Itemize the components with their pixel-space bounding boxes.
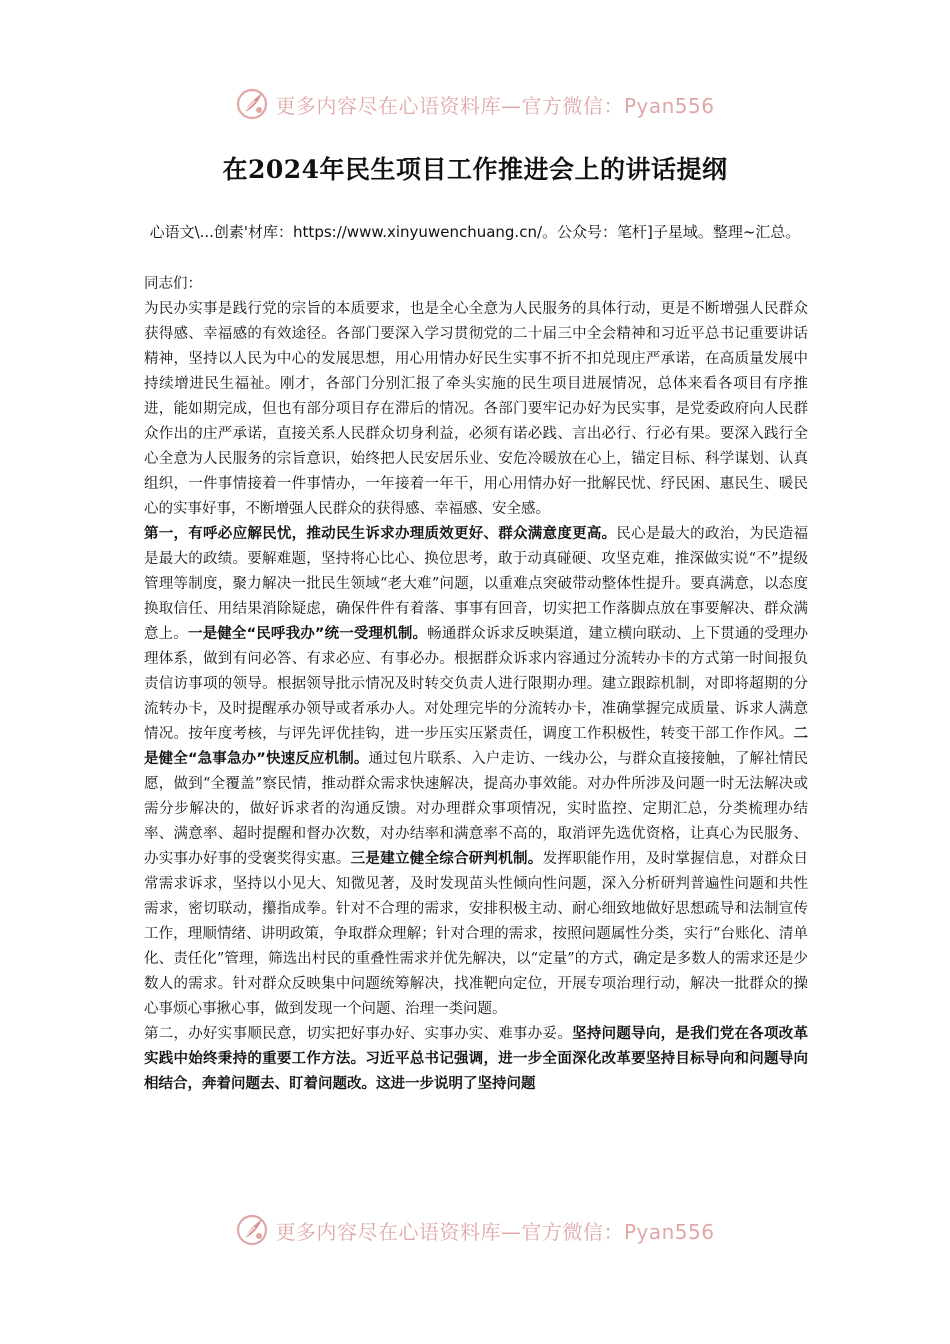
section-1-text-3: 通过包片联系、入户走访、一线办公，与群众直接接触，了解社情民愿，做到“全覆盖”察民情，推动群众需求快速解决，提高办事效能。对办件所涉及问题一时无法解决或需分步解决的，做好诉求者的沟通反馈。对办理群众事项情况，实时监控、定期汇总，分类梳理办结率、满意率、超时提醒和督办次数，对办结率和满意率不高的，取消评先选优资格，让真心为民服务、办实事办好事的受褒奖得实惠。 — [144, 751, 808, 867]
feather-pen-logo-icon — [235, 87, 269, 121]
section-1-text-4: 发挥职能作用，及时掌握信息，对群众日常需求诉求，坚持以小见大、知微见著，及时发现苗头性倾向性问题，深入分析研判普遍性问题和共性需求，密切联动，攥指成拳。针对不合理的需求，安排积极主动、耐心细致地做好思想疏导和法制宣传工作，理顺情绪、讲明政策，争取群众理解；针对合理的需求，按照问题属性分类，实行“台账化、清单化、责任化”管理，筛选出村民的重叠性需求并优先解决，以“定量”的方式，确定是多数人的需求还是少数人的需求。针对群众反映集中问题统筹解决，找准靶向定位，开展专项治理行动，解决一批群众的操心事烦心事揪心事，做到发现一个问题、治理一类问题。 — [144, 851, 809, 1017]
document-body — [144, 272, 808, 1097]
document-title: 在2024年民生项目工作推进会上的讲话提纲 — [222, 155, 728, 184]
section-2-heading: 第二，办好实事顺民意，切实把好事办好、实事办实、难事办妥。 — [144, 1026, 573, 1042]
section-1-text-1: 民心是最大的政治，为民造福是最大的政绩。要解难题，坚持将心比心、换位思考，敢于动真碰硬、攻坚克难，推深做实说“不”提级管理等制度，聚力解决一批民生领域“老大难”问题，以重难点突破带动整体性提升。要真满意，以态度换取信任、用结果消除疑虑，确保件件有着落、事事有回音，切实把工作落脚点放在事要解决、群众满意上。 — [144, 526, 809, 642]
section-1-sub-2: 二是健全“急事急办”快速反应机制。 — [144, 726, 808, 767]
header-banner — [0, 84, 950, 124]
footer-banner — [0, 1210, 950, 1250]
greeting: 同志们： — [144, 276, 202, 292]
section-1-heading: 第一，有呼必应解民忧，推动民生诉求办理质效更好、群众满意度更高。 — [144, 526, 617, 542]
section-1-sub-1: 一是健全“民呼我办”统一受理机制。 — [187, 626, 428, 642]
intro-paragraph: 为民办实事是践行党的宗旨的本质要求，也是全心全意为人民服务的具体行动，更是不断增强人民群众获得感、幸福感的有效途径。各部门要深入学习贯彻党的二十届三中全会精神和习近平总书记重要讲话精神，坚持以人民为中心的发展思想，用心用情办好民生实事不折不扣兑现庄严承诺，在高质量发展中持续增进民生福祉。刚才，各部门分别汇报了牵头实施的民生项目进展情况，总体来看各项目有序推进，能如期完成，但也有部分项目存在滞后的情况。各部门要牢记办好为民实事，是党委政府向人民群众作出的庄严承诺，直接关系人民群众切身利益，必须有诺必践、言出必行、行必有果。要深入践行全心全意为人民服务的宗旨意识，始终把人民安居乐业、安危冷暖放在心上，锚定目标、科学谋划、认真组织，一件事情接着一件事情办，一年接着一年干，用心用情办好一批解民忧、纾民困、惠民生、暖民心的实事好事，不断增强人民群众的获得感、幸福感、安全感。 — [144, 301, 808, 517]
feather-pen-logo-icon — [235, 1213, 269, 1247]
section-1-text-2: 畅通群众诉求反映渠道，建立横向联动、上下贯通的受理办理体系，做到有问必答、有求必应、有事必办。根据群众诉求内容通过分流转办卡的方式第一时间报负责信访事项的领导。根据领导批示情况及时转交负责人进行限期办理。建立跟踪机制，对即将超期的分流转办卡，及时提醒承办领导或者承办人。对处理完毕的分流转办卡，准确掌握完成质量、诉求人满意情况。按年度考核，与评先评优挂钩，进一步压实压紧责任，调度工作积极性，转变干部工作作风。 — [144, 626, 809, 742]
section-2-text: 坚持问题导向，是我们党在各项改革实践中始终秉持的重要工作方法。习近平总书记强调，进一步全面深化改革要坚持目标导向和问题导向相结合，奔着问题去、盯着问题改。这进一步说明了坚持问题 — [144, 1026, 808, 1092]
section-1-sub-3: 三是建立健全综合研判机制。 — [350, 851, 543, 867]
section-1-paragraph — [144, 522, 808, 1022]
source-line: 心语文\...创素'材库：https://www.xinyuwenchuang.cn/。公众号：笔杆]子星域。整理~汇总。 — [149, 223, 801, 241]
banner-text: 更多内容尽在心语资料库—官方微信：Pyan556 — [275, 93, 715, 118]
banner-text: 更多内容尽在心语资料库—官方微信：Pyan556 — [275, 1219, 715, 1244]
section-2-paragraph — [144, 1022, 808, 1097]
